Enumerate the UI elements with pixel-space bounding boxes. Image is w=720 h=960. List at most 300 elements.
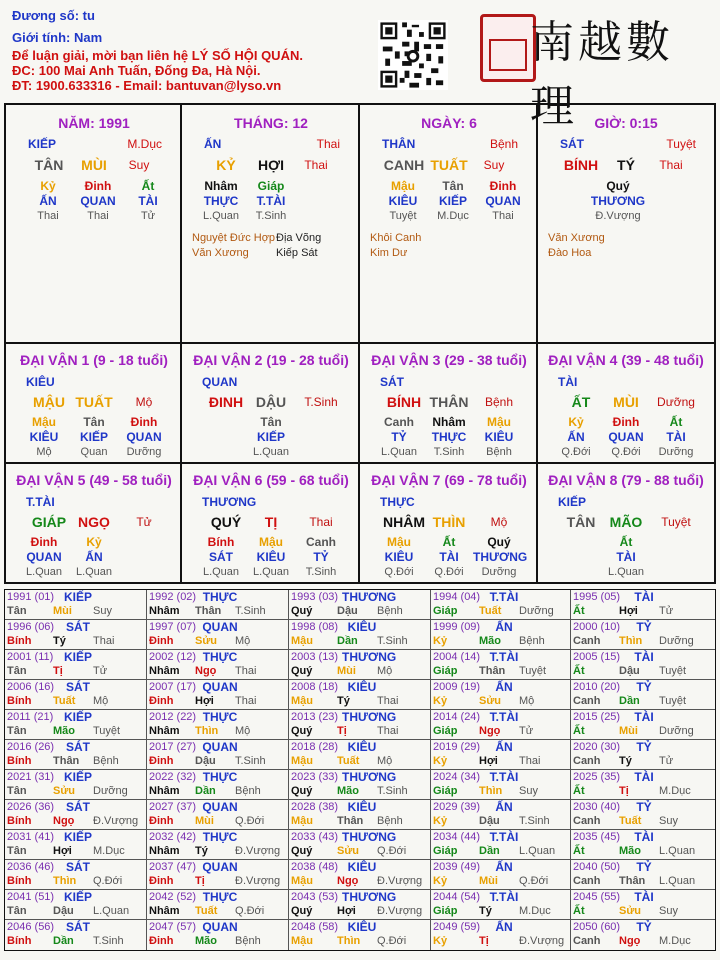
pillar-box xyxy=(360,105,538,344)
year-star: KIÊU xyxy=(347,800,377,814)
daivan-hidden-state: Q.Đới xyxy=(561,446,591,458)
pillar-star-right: Thai xyxy=(316,137,340,151)
pillar-box xyxy=(182,105,360,344)
daivan-hidden-can: Tân xyxy=(260,415,282,429)
year-label: 1998 (08) xyxy=(291,621,339,633)
year-can: Đinh xyxy=(149,935,174,947)
hidden-can: Nhâm xyxy=(204,179,238,193)
year-can: Mậu xyxy=(291,635,313,647)
daivan-hidden-state: L.Quan xyxy=(380,446,418,458)
year-state: M.Dục xyxy=(93,845,125,857)
year-star: KIẾP xyxy=(63,770,92,784)
year-label: 2020 (30) xyxy=(573,741,621,753)
daivan-hidden-state: Mộ xyxy=(36,446,52,458)
daivan-star: THỰC xyxy=(380,495,415,509)
year-can: Ất xyxy=(573,605,585,617)
daivan-title: ĐẠI VẬN 4 (39 - 48 tuổi) xyxy=(548,352,704,368)
year-label: 2008 (18) xyxy=(291,681,339,693)
daivan-hidden-star: ẤN xyxy=(85,550,103,564)
daivan-title: ĐẠI VẬN 6 (59 - 68 tuổi) xyxy=(193,472,349,488)
year-can: Kỷ xyxy=(433,695,448,707)
daivan-hidden-state: Q.Đới xyxy=(434,566,464,578)
year-chi: Ngọ xyxy=(337,875,359,887)
yearly-table xyxy=(4,589,716,951)
year-chi: Tuất xyxy=(195,905,218,917)
daivan-star: T.TÀI xyxy=(26,495,55,509)
year-star: KIẾP xyxy=(63,650,92,664)
year-state: Dưỡng xyxy=(659,725,694,737)
daivan-hidden-star: TÀI xyxy=(439,550,459,564)
year-chi: Dậu xyxy=(479,815,500,827)
year-cell xyxy=(431,710,571,740)
daivan-can: GIÁP xyxy=(31,514,67,530)
year-cell xyxy=(571,920,715,950)
daivan-hidden-can: Mậu xyxy=(487,415,511,429)
year-can: Nhâm xyxy=(149,785,180,797)
year-state: Mộ xyxy=(93,695,109,707)
year-cell xyxy=(431,920,571,950)
year-chi: Sửu xyxy=(479,695,502,707)
year-chi: Mùi xyxy=(195,815,214,827)
year-star: SÁT xyxy=(66,920,90,934)
year-state: Suy xyxy=(519,785,538,797)
year-chi: Dần xyxy=(337,635,358,647)
year-cell xyxy=(147,770,289,800)
daivan-hidden-star: KIÊU xyxy=(384,550,414,564)
year-cell xyxy=(431,620,571,650)
daivan-box xyxy=(360,344,538,464)
year-can: Mậu xyxy=(291,875,313,887)
year-cell xyxy=(571,710,715,740)
year-cell xyxy=(5,860,147,890)
year-can: Ất xyxy=(573,785,585,797)
year-chi: Tý xyxy=(53,635,66,647)
year-can: Tân xyxy=(7,785,27,797)
year-star: QUAN xyxy=(202,740,238,754)
year-chi: Thân xyxy=(337,815,364,827)
year-can: Bính xyxy=(7,875,32,887)
hidden-can: Giáp xyxy=(257,179,285,193)
daivan-can: TÂN xyxy=(566,514,596,530)
year-label: 1997 (07) xyxy=(149,621,197,633)
pillar-state: Suy xyxy=(483,158,505,172)
year-can: Đinh xyxy=(149,695,174,707)
year-cell xyxy=(5,770,147,800)
pillar-shensha: Kiếp Sát xyxy=(276,247,318,259)
daivan-hidden-can: Ất xyxy=(669,415,683,429)
daivan-chi: THÂN xyxy=(429,394,469,410)
year-cell xyxy=(147,620,289,650)
year-state: Bệnh xyxy=(93,755,119,767)
year-state: Mộ xyxy=(377,665,393,677)
gender: Giới tính: Nam xyxy=(12,30,103,45)
year-star: THƯƠNG xyxy=(342,770,397,784)
year-label: 1991 (01) xyxy=(7,591,55,603)
year-cell xyxy=(289,770,431,800)
year-can: Quý xyxy=(291,605,313,617)
daivan-star: SÁT xyxy=(380,375,404,389)
daivan-hidden-state: T.Sinh xyxy=(433,446,465,458)
year-star: TÀI xyxy=(634,890,654,904)
year-cell xyxy=(431,800,571,830)
year-cell xyxy=(571,740,715,770)
year-can: Kỷ xyxy=(433,815,448,827)
pillar-chi: TÝ xyxy=(617,157,635,173)
year-label: 2046 (56) xyxy=(7,921,55,933)
daivan-hidden-state: Q.Đới xyxy=(611,446,641,458)
pillar-shensha: Kim Dư xyxy=(370,247,408,259)
pillar-chi: MÙI xyxy=(81,157,107,173)
owner-name: Đương số: tu xyxy=(12,8,95,23)
pillar-state: Thai xyxy=(659,158,683,172)
year-star: T.TÀI xyxy=(489,590,519,604)
year-state: Đ.Vượng xyxy=(377,905,423,917)
daivan-state: Mộ xyxy=(490,515,508,529)
hidden-state: Đ.Vượng xyxy=(595,210,641,222)
daivan-hidden-star: THỰC xyxy=(431,430,467,444)
daivan-hidden-can: Đinh xyxy=(130,415,158,429)
year-cell xyxy=(571,680,715,710)
year-chi: Tị xyxy=(195,875,205,887)
year-star: ẤN xyxy=(495,920,513,934)
year-can: Giáp xyxy=(433,845,458,857)
year-label: 2042 (52) xyxy=(149,891,197,903)
year-chi: Mùi xyxy=(337,665,356,677)
year-can: Mậu xyxy=(291,755,313,767)
year-label: 2032 (42) xyxy=(149,831,197,843)
year-chi: Sửu xyxy=(195,635,218,647)
year-chi: Dần xyxy=(479,845,500,857)
year-chi: Dần xyxy=(619,695,640,707)
year-cell xyxy=(289,680,431,710)
year-star: T.TÀI xyxy=(489,770,519,784)
year-chi: Mão xyxy=(337,785,359,797)
year-can: Quý xyxy=(291,785,313,797)
year-cell xyxy=(289,650,431,680)
hidden-star: QUAN xyxy=(80,194,116,208)
year-can: Nhâm xyxy=(149,905,180,917)
year-chi: Ngọ xyxy=(479,725,501,737)
daivan-hidden-state: L.Quan xyxy=(202,566,240,578)
daivan-state: T.Sinh xyxy=(304,395,338,409)
hidden-can: Ất xyxy=(141,179,155,193)
year-state: L.Quan xyxy=(659,845,696,857)
daivan-state: Tử xyxy=(136,515,152,529)
year-cell xyxy=(431,860,571,890)
year-state: Thai xyxy=(93,635,115,647)
header-info xyxy=(12,8,303,93)
pillar-title: NĂM: 1991 xyxy=(58,115,130,131)
year-label: 2000 (10) xyxy=(573,621,621,633)
year-chi: Tuất xyxy=(479,605,502,617)
year-chi: Tuất xyxy=(337,755,360,767)
year-state: Đ.Vượng xyxy=(235,875,281,887)
daivan-hidden-state: L.Quan xyxy=(75,566,113,578)
year-label: 1999 (09) xyxy=(433,621,481,633)
year-chi: Mùi xyxy=(479,875,498,887)
year-can: Tân xyxy=(7,905,27,917)
daivan-state: Bệnh xyxy=(484,395,514,409)
year-cell xyxy=(571,800,715,830)
year-label: 2002 (12) xyxy=(149,651,197,663)
hidden-star: T.TÀI xyxy=(256,194,286,208)
logo-text: 南越數理 xyxy=(530,17,674,132)
year-can: Ất xyxy=(573,665,585,677)
year-state: T.Sinh xyxy=(235,605,266,617)
year-state: T.Sinh xyxy=(377,785,408,797)
year-cell xyxy=(431,890,571,920)
daivan-hidden-state: L.Quan xyxy=(252,566,290,578)
year-state: Mộ xyxy=(519,695,535,707)
year-state: Mộ xyxy=(235,725,251,737)
daivan-box xyxy=(182,344,360,464)
year-chi: Sửu xyxy=(337,845,360,857)
daivan-state: Mộ xyxy=(135,395,153,409)
year-star: TỶ xyxy=(636,620,652,634)
year-cell xyxy=(571,830,715,860)
year-state: Tuyệt xyxy=(93,725,121,737)
year-label: 2034 (44) xyxy=(433,831,481,843)
year-star: THƯƠNG xyxy=(342,890,397,904)
year-state: Thai xyxy=(519,755,541,767)
year-cell xyxy=(147,710,289,740)
daivan-hidden-can: Kỷ xyxy=(568,415,584,429)
pillar-grid xyxy=(4,103,716,584)
year-cell xyxy=(289,860,431,890)
year-label: 2014 (24) xyxy=(433,711,481,723)
hidden-star: THỰC xyxy=(203,194,239,208)
year-label: 2039 (49) xyxy=(433,861,481,873)
year-can: Giáp xyxy=(433,785,458,797)
daivan-hidden-can: Ất xyxy=(619,535,633,549)
year-chi: Tuất xyxy=(53,695,76,707)
year-label: 2024 (34) xyxy=(433,771,481,783)
year-star: ẤN xyxy=(495,800,513,814)
year-can: Mậu xyxy=(291,695,313,707)
year-label: 2013 (23) xyxy=(291,711,339,723)
year-chi: Tuất xyxy=(619,815,642,827)
pillar-shensha: Khôi Canh xyxy=(370,232,422,244)
daivan-hidden-can: Tân xyxy=(83,415,105,429)
year-star: THỰC xyxy=(202,650,238,664)
year-state: Q.Đới xyxy=(519,875,549,887)
daivan-box xyxy=(6,344,182,464)
year-cell xyxy=(571,590,715,620)
year-cell xyxy=(571,770,715,800)
year-label: 2050 (60) xyxy=(573,921,621,933)
daivan-hidden-state: T.Sinh xyxy=(305,566,337,578)
year-label: 2035 (45) xyxy=(573,831,621,843)
year-chi: Tý xyxy=(195,845,208,857)
year-state: Tuyệt xyxy=(659,695,687,707)
year-chi: Ngọ xyxy=(195,665,217,677)
year-cell xyxy=(147,890,289,920)
year-cell xyxy=(147,740,289,770)
hidden-state: Tuyệt xyxy=(389,210,417,222)
year-can: Tân xyxy=(7,725,27,737)
year-chi: Mão xyxy=(195,935,217,947)
year-state: Dưỡng xyxy=(519,605,554,617)
year-label: 2009 (19) xyxy=(433,681,481,693)
year-chi: Dậu xyxy=(619,665,640,677)
year-star: KIẾP xyxy=(63,590,92,604)
year-star: KIÊU xyxy=(347,860,377,874)
year-can: Tân xyxy=(7,665,27,677)
daivan-box xyxy=(182,464,360,582)
year-can: Bính xyxy=(7,935,32,947)
year-state: Q.Đới xyxy=(235,905,265,917)
daivan-hidden-state: Dưỡng xyxy=(126,446,162,458)
year-chi: Tị xyxy=(337,725,347,737)
daivan-hidden-can: Quý xyxy=(487,535,511,549)
pillar-shensha: Đào Hoa xyxy=(548,247,592,259)
year-can: Đinh xyxy=(149,635,174,647)
hidden-state: Thai xyxy=(492,210,514,222)
year-star: QUAN xyxy=(202,860,238,874)
year-can: Mậu xyxy=(291,815,313,827)
daivan-hidden-star: TỶ xyxy=(313,550,329,564)
year-can: Quý xyxy=(291,665,313,677)
year-chi: Hợi xyxy=(479,755,498,767)
daivan-can: ĐINH xyxy=(208,394,244,410)
year-state: M.Dục xyxy=(659,785,691,797)
year-cell xyxy=(5,650,147,680)
year-state: Mộ xyxy=(235,635,251,647)
year-chi: Dậu xyxy=(195,755,216,767)
year-can: Giáp xyxy=(433,665,458,677)
year-cell xyxy=(571,890,715,920)
year-chi: Thìn xyxy=(337,935,361,947)
year-can: Canh xyxy=(573,695,601,707)
pillar-star-left: SÁT xyxy=(560,137,584,151)
daivan-hidden-can: Mậu xyxy=(32,415,56,429)
year-state: Tử xyxy=(659,755,674,767)
year-can: Nhâm xyxy=(149,845,180,857)
daivan-hidden-can: Kỷ xyxy=(86,535,102,549)
year-label: 1996 (06) xyxy=(7,621,55,633)
year-cell xyxy=(289,740,431,770)
year-state: T.Sinh xyxy=(377,635,408,647)
year-label: 2011 (21) xyxy=(7,711,54,723)
year-cell xyxy=(5,620,147,650)
year-chi: Sửu xyxy=(53,785,76,797)
daivan-hidden-state: Q.Đới xyxy=(384,566,414,578)
year-chi: Mão xyxy=(619,845,641,857)
year-state: T.Sinh xyxy=(93,935,124,947)
year-label: 2004 (14) xyxy=(433,651,481,663)
pillar-title: GIỜ: 0:15 xyxy=(594,115,658,131)
year-cell xyxy=(5,710,147,740)
year-star: SÁT xyxy=(66,860,90,874)
year-label: 2012 (22) xyxy=(149,711,197,723)
year-star: QUAN xyxy=(202,920,238,934)
year-cell xyxy=(289,920,431,950)
year-label: 1995 (05) xyxy=(573,591,621,603)
year-cell xyxy=(147,650,289,680)
year-star: ẤN xyxy=(495,740,513,754)
year-state: Q.Đới xyxy=(377,935,407,947)
year-star: KIÊU xyxy=(347,680,377,694)
year-chi: Thìn xyxy=(479,785,503,797)
daivan-star: TÀI xyxy=(558,375,578,389)
year-state: Thai xyxy=(235,665,257,677)
year-star: TÀI xyxy=(634,770,654,784)
pillar-star-right: Bệnh xyxy=(489,137,518,151)
year-star: TỶ xyxy=(636,860,652,874)
year-chi: Hợi xyxy=(619,605,638,617)
year-star: ẤN xyxy=(495,860,513,874)
year-chi: Tý xyxy=(337,695,350,707)
year-chi: Mão xyxy=(479,635,501,647)
year-label: 2029 (39) xyxy=(433,801,481,813)
year-state: Tử xyxy=(659,605,674,617)
daivan-chi: TUẤT xyxy=(75,394,113,410)
year-star: KIÊU xyxy=(347,740,377,754)
year-state: Suy xyxy=(659,905,678,917)
year-star: QUAN xyxy=(202,800,238,814)
pillar-star-left: KIẾP xyxy=(28,137,57,151)
daivan-can: BÍNH xyxy=(386,394,422,410)
daivan-hidden-state: Bệnh xyxy=(486,446,512,458)
hidden-state: M.Dục xyxy=(437,210,469,222)
year-label: 2015 (25) xyxy=(573,711,621,723)
year-can: Ất xyxy=(573,845,585,857)
daivan-hidden-star: TỶ xyxy=(391,430,407,444)
year-chi: Tý xyxy=(479,905,492,917)
pillar-title: NGÀY: 6 xyxy=(421,115,477,131)
pillar-chi: HỢI xyxy=(258,157,284,173)
year-can: Bính xyxy=(7,635,32,647)
hidden-can: Đinh xyxy=(84,179,112,193)
daivan-title: ĐẠI VẬN 3 (29 - 38 tuổi) xyxy=(371,352,527,368)
year-can: Đinh xyxy=(149,815,174,827)
year-can: Bính xyxy=(7,755,32,767)
daivan-state: Dưỡng xyxy=(657,395,695,409)
daivan-hidden-can: Ất xyxy=(442,535,456,549)
year-chi: Tý xyxy=(619,755,632,767)
year-can: Giáp xyxy=(433,725,458,737)
year-star: THƯƠNG xyxy=(342,590,397,604)
year-star: ẤN xyxy=(495,620,513,634)
hidden-star: QUAN xyxy=(485,194,521,208)
year-cell xyxy=(147,920,289,950)
daivan-title: ĐẠI VẬN 1 (9 - 18 tuổi) xyxy=(20,352,168,368)
pillar-shensha: Địa Võng xyxy=(276,232,322,244)
year-chi: Hợi xyxy=(337,905,356,917)
year-chi: Tị xyxy=(53,665,63,677)
year-can: Giáp xyxy=(433,905,458,917)
year-can: Tân xyxy=(7,845,27,857)
hidden-state: T.Sinh xyxy=(255,210,287,222)
qr-code-icon xyxy=(378,20,448,90)
pillar-box xyxy=(538,105,714,344)
year-chi: Thìn xyxy=(619,635,643,647)
year-chi: Hợi xyxy=(195,695,214,707)
year-cell xyxy=(147,860,289,890)
year-cell xyxy=(571,650,715,680)
year-state: Mộ xyxy=(377,755,393,767)
year-label: 2033 (43) xyxy=(291,831,339,843)
year-label: 2049 (59) xyxy=(433,921,481,933)
year-cell xyxy=(431,650,571,680)
daivan-box xyxy=(360,464,538,582)
year-chi: Dậu xyxy=(337,605,358,617)
year-chi: Thân xyxy=(479,665,506,677)
year-star: TỶ xyxy=(636,920,652,934)
year-can: Nhâm xyxy=(149,605,180,617)
daivan-hidden-state: L.Quan xyxy=(607,566,645,578)
daivan-hidden-star: ẤN xyxy=(567,430,585,444)
